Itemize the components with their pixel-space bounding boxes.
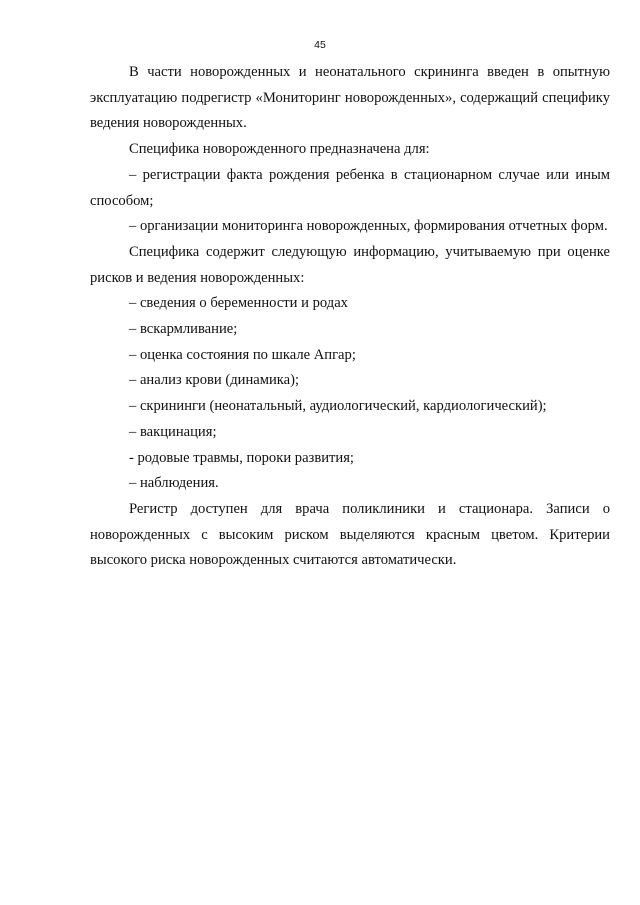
list-item-observations: – наблюдения. (129, 475, 219, 492)
list-item-pregnancy: – сведения о беременности и родах (129, 295, 348, 312)
list-item-apgar: – оценка состояния по шкале Апгар; (129, 346, 356, 363)
paragraph-purpose-heading: Специфика новорожденного предназначена для: (129, 141, 430, 158)
list-item-vaccination: – вакцинация; (129, 423, 217, 440)
list-item-screenings: – скрининги (неонатальный, аудиологический, кардиологический); (129, 398, 547, 415)
paragraph-purpose-item-registration: – регистрации факта рождения ребенка в стационарном случае или иным способом; (90, 166, 610, 209)
page-number: 45 (314, 39, 326, 51)
paragraph-purpose-item-monitoring: – организации мониторинга новорожденных, формирования отчетных форм. (129, 218, 608, 235)
list-item-birth-injuries: - родовые травмы, пороки развития; (129, 449, 354, 466)
paragraph-intro: В части новорожденных и неонатального скрининга введен в опытную эксплуатацию подрегистр «Мониторинг новорожденных», содержащий специфику ведения новорожденных. (90, 64, 610, 132)
paragraph-closing: Регистр доступен для врача поликлиники и стационара. Записи о новорожденных с высоким риском выделяются красным цветом. Критерии высокого риска новорожденных считаются автоматически. (90, 500, 610, 569)
list-item-feeding: – вскармливание; (129, 321, 238, 338)
list-item-blood-test: – анализ крови (динамика); (129, 372, 300, 389)
paragraph-info-heading: Специфика содержит следующую информацию, учитываемую при оценке рисков и ведения новорожденных: (90, 243, 610, 286)
document-body (90, 60, 610, 574)
